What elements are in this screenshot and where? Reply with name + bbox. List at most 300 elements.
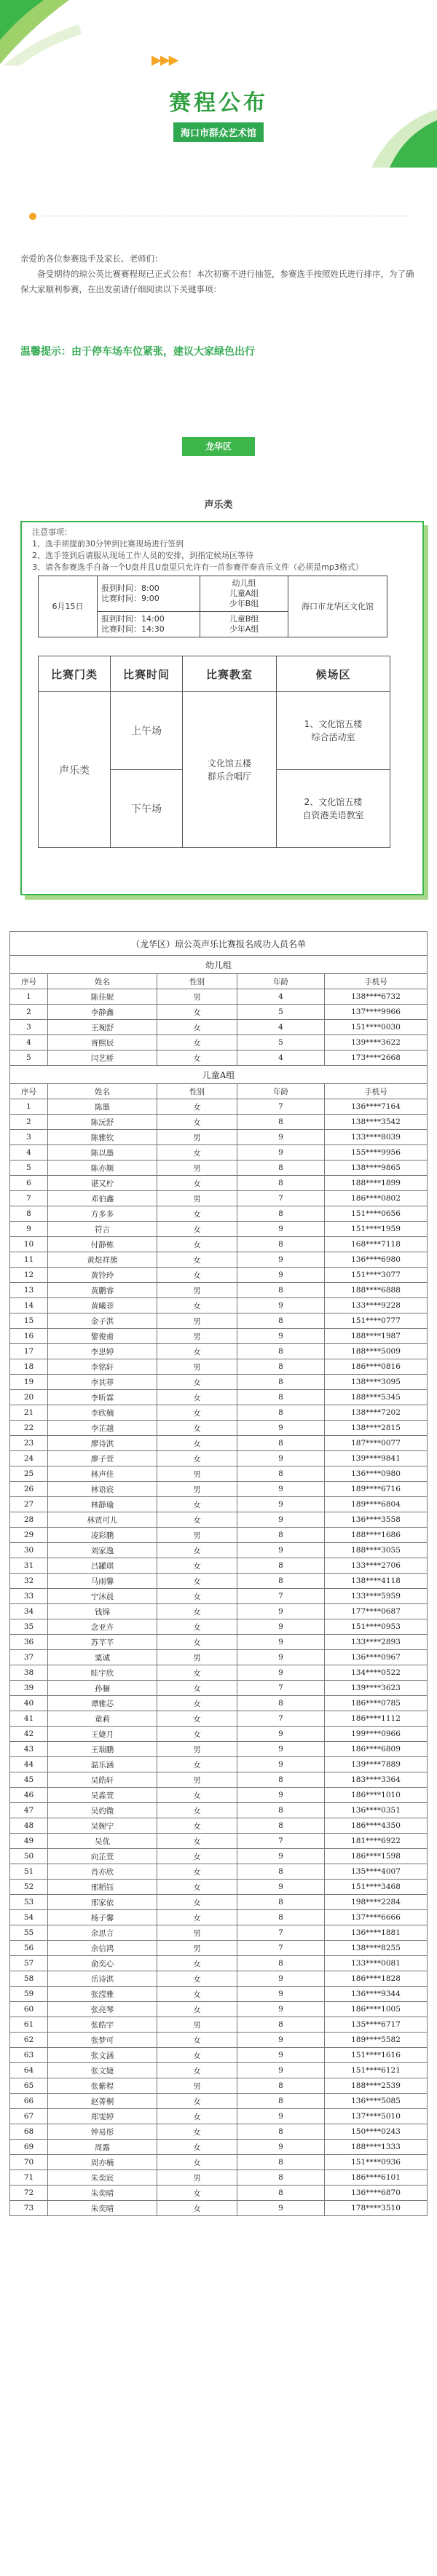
table-cell: 9	[237, 2002, 325, 2017]
table-cell: 赵菁桐	[48, 2094, 157, 2109]
table-cell: 吴皓轩	[48, 1772, 157, 1788]
table-cell: 10	[10, 1237, 48, 1252]
table-row	[10, 1268, 428, 1283]
table-cell: 9	[237, 2048, 325, 2063]
table-row	[10, 1344, 428, 1359]
table-cell: 9	[237, 2063, 325, 2078]
table-cell: 69	[10, 2140, 48, 2155]
table-cell: 9	[237, 1451, 325, 1466]
table-cell: 女	[157, 1681, 237, 1696]
table-cell: 8	[237, 1115, 325, 1130]
table-cell: 186****6101	[325, 2170, 428, 2186]
venue-header: 候场区	[277, 656, 390, 692]
table-cell: 李欣楠	[48, 1405, 157, 1421]
table-cell: 9	[237, 2201, 325, 2216]
table-row	[10, 1237, 428, 1252]
table-cell: 邢家依	[48, 1895, 157, 1910]
table-cell: 张亮琴	[48, 2002, 157, 2017]
table-cell: 女	[157, 1910, 237, 1925]
table-cell: 137****9966	[325, 1005, 428, 1020]
table-cell: 眭宇欣	[48, 1665, 157, 1681]
table-cell: 28	[10, 1512, 48, 1528]
table-cell: 151****3468	[325, 1880, 428, 1895]
table-cell: 女	[157, 2140, 237, 2155]
roster-group-name: 幼儿组	[10, 956, 428, 974]
table-cell: 139****3622	[325, 1035, 428, 1051]
table-cell: 温乐涵	[48, 1757, 157, 1772]
table-row	[10, 1283, 428, 1298]
table-cell: 186****0785	[325, 1696, 428, 1711]
table-cell: 138****8255	[325, 1941, 428, 1956]
table-cell: 9	[237, 1497, 325, 1512]
table-cell: 4	[237, 1020, 325, 1035]
table-row	[10, 2048, 428, 2063]
table-cell: 138****7202	[325, 1405, 428, 1421]
table-cell: 139****3623	[325, 1681, 428, 1696]
roster-header-row	[10, 974, 428, 989]
table-cell: 9	[237, 1619, 325, 1635]
table-cell: 男	[157, 2017, 237, 2033]
table-cell: 女	[157, 2063, 237, 2078]
table-cell: 9	[237, 1604, 325, 1619]
table-cell: 22	[10, 1421, 48, 1436]
table-cell: 8	[237, 1696, 325, 1711]
table-cell: 女	[157, 1176, 237, 1191]
table-cell: 钱锦	[48, 1604, 157, 1619]
table-cell: 13	[10, 1283, 48, 1298]
table-cell: 14	[10, 1298, 48, 1313]
table-row	[10, 1390, 428, 1405]
table-cell: 女	[157, 1005, 237, 1020]
table-cell: 186****6809	[325, 1742, 428, 1757]
table-cell: 51	[10, 1864, 48, 1880]
table-row	[10, 1803, 428, 1818]
table-cell: 邓伯鑫	[48, 1191, 157, 1206]
table-row	[10, 2094, 428, 2109]
table-cell: 136****6980	[325, 1252, 428, 1268]
table-row	[10, 1329, 428, 1344]
table-cell: 女	[157, 1206, 237, 1222]
table-cell: 189****6804	[325, 1497, 428, 1512]
table-cell: 187****0077	[325, 1436, 428, 1451]
table-cell: 张梦可	[48, 2033, 157, 2048]
intro-text	[20, 251, 420, 297]
table-cell: 杨子馨	[48, 1910, 157, 1925]
table-cell: 吴妁微	[48, 1803, 157, 1818]
table-row	[10, 1910, 428, 1925]
table-cell: 34	[10, 1604, 48, 1619]
table-cell: 女	[157, 1788, 237, 1803]
table-cell: 李其菲	[48, 1375, 157, 1390]
venue-room: 文化馆五楼 群乐合唱厅	[183, 692, 277, 848]
category-title: 声乐类	[204, 500, 233, 511]
table-cell: 男	[157, 1283, 237, 1298]
table-cell: 吴婉宁	[48, 1818, 157, 1834]
table-cell: 吴淼萱	[48, 1788, 157, 1803]
table-cell: 9	[237, 1742, 325, 1757]
schedule-time: 报到时间：8:00 比赛时间：9:00	[98, 576, 200, 612]
table-row	[10, 1818, 428, 1834]
table-cell: 8	[237, 1436, 325, 1451]
table-cell: 8	[237, 1895, 325, 1910]
table-cell: 183****3364	[325, 1772, 428, 1788]
table-cell: 男	[157, 1161, 237, 1176]
table-cell: 32	[10, 1574, 48, 1589]
roster-column-header: 性别	[157, 1084, 237, 1099]
table-cell: 9	[237, 1971, 325, 1987]
table-cell: 女	[157, 1987, 237, 2002]
table-cell: 15	[10, 1313, 48, 1329]
table-cell: 谌又柠	[48, 1176, 157, 1191]
table-row	[10, 1558, 428, 1574]
table-row	[10, 1925, 428, 1941]
table-cell: 男	[157, 1482, 237, 1497]
table-cell: 54	[10, 1910, 48, 1925]
table-cell: 朱奕晴	[48, 2186, 157, 2201]
table-cell: 孙骊	[48, 1681, 157, 1696]
table-row	[10, 1359, 428, 1375]
table-cell: 8	[10, 1206, 48, 1222]
roster-column-header: 序号	[10, 974, 48, 989]
table-cell: 186****1112	[325, 1711, 428, 1727]
table-cell: 黄曦菲	[48, 1298, 157, 1313]
table-cell: 凌彩鹏	[48, 1528, 157, 1543]
table-cell: 李铭轩	[48, 1359, 157, 1375]
table-cell: 137****6666	[325, 1910, 428, 1925]
table-cell: 女	[157, 1436, 237, 1451]
table-row	[10, 2078, 428, 2094]
table-cell: 8	[237, 1528, 325, 1543]
table-row	[10, 1681, 428, 1696]
table-row	[10, 1497, 428, 1512]
table-cell: 朱奕晴	[48, 2201, 157, 2216]
table-cell: 刘家逸	[48, 1543, 157, 1558]
reminder-tip: 温馨提示：由于停车场车位紧张，建议大家绿色出行	[20, 346, 255, 358]
table-cell: 135****6717	[325, 2017, 428, 2033]
venue-header: 比赛门类	[39, 656, 111, 692]
table-cell: 9	[237, 1222, 325, 1237]
table-cell: 粟诚	[48, 1650, 157, 1665]
table-cell: 60	[10, 2002, 48, 2017]
table-cell: 5	[237, 1005, 325, 1020]
table-cell: 周亦楠	[48, 2155, 157, 2170]
table-row	[10, 2017, 428, 2033]
table-cell: 8	[237, 2078, 325, 2094]
table-cell: 62	[10, 2033, 48, 2048]
table-cell: 70	[10, 2155, 48, 2170]
table-cell: 女	[157, 1543, 237, 1558]
table-cell: 9	[237, 1329, 325, 1344]
table-cell: 18	[10, 1359, 48, 1375]
table-cell: 198****2284	[325, 1895, 428, 1910]
table-cell: 8	[237, 1910, 325, 1925]
table-row	[10, 1145, 428, 1161]
table-cell: 男	[157, 2170, 237, 2186]
table-row	[10, 1880, 428, 1895]
table-cell: 女	[157, 1051, 237, 1066]
table-cell: 151****0777	[325, 1313, 428, 1329]
roster-column-header: 性别	[157, 974, 237, 989]
table-cell: 9	[237, 1880, 325, 1895]
table-cell: 7	[10, 1191, 48, 1206]
roster-column-header: 姓名	[48, 1084, 157, 1099]
table-row	[10, 1176, 428, 1191]
roster-column-header: 手机号	[325, 974, 428, 989]
table-cell: 67	[10, 2109, 48, 2124]
notice-item: 1、选手须提前30分钟到比赛现场进行签到	[32, 539, 184, 549]
table-cell: 女	[157, 1803, 237, 1818]
table-cell: 女	[157, 2155, 237, 2170]
roster-group-row	[10, 956, 428, 974]
table-row	[10, 1772, 428, 1788]
table-cell: 黄铃玲	[48, 1268, 157, 1283]
table-cell: 陈佳妮	[48, 989, 157, 1005]
table-cell: 闫艺桥	[48, 1051, 157, 1066]
table-cell: 151****0953	[325, 1619, 428, 1635]
table-cell: 73	[10, 2201, 48, 2216]
notice-text	[32, 527, 411, 573]
table-cell: 48	[10, 1818, 48, 1834]
table-row	[10, 1222, 428, 1237]
roster-group-row	[10, 1066, 428, 1084]
table-cell: 26	[10, 1482, 48, 1497]
table-cell: 8	[237, 1375, 325, 1390]
table-cell: 53	[10, 1895, 48, 1910]
table-cell: 2	[10, 1115, 48, 1130]
table-cell: 女	[157, 1268, 237, 1283]
table-row	[10, 1206, 428, 1222]
table-cell: 56	[10, 1941, 48, 1956]
table-cell: 186****1005	[325, 2002, 428, 2017]
table-row	[10, 2033, 428, 2048]
table-cell: 136****5085	[325, 2094, 428, 2109]
table-cell: 林贾可儿	[48, 1512, 157, 1528]
table-cell: 9	[237, 1635, 325, 1650]
table-row	[10, 1451, 428, 1466]
table-cell: 8	[237, 1161, 325, 1176]
table-cell: 女	[157, 1880, 237, 1895]
table-cell: 188****1686	[325, 1528, 428, 1543]
greeting: 亲爱的各位参赛选手及家长、老师们：	[20, 254, 163, 264]
venue-header: 比赛时间	[111, 656, 183, 692]
table-cell: 136****1881	[325, 1925, 428, 1941]
table-cell: 25	[10, 1466, 48, 1482]
table-cell: 55	[10, 1925, 48, 1941]
table-cell: 王瑞鹏	[48, 1742, 157, 1757]
table-cell: 20	[10, 1390, 48, 1405]
schedule-groups: 儿童B组 少年A组	[200, 612, 288, 637]
table-cell: 黎俊甫	[48, 1329, 157, 1344]
table-cell: 王琬舒	[48, 1020, 157, 1035]
table-row	[10, 1604, 428, 1619]
table-cell: 李思婷	[48, 1344, 157, 1359]
table-cell: 8	[237, 1237, 325, 1252]
table-cell: 9	[237, 1849, 325, 1864]
table-cell: 男	[157, 1941, 237, 1956]
table-cell: 9	[237, 1252, 325, 1268]
table-row	[10, 1375, 428, 1390]
table-cell: 女	[157, 1099, 237, 1115]
table-cell: 方多多	[48, 1206, 157, 1222]
table-cell: 9	[237, 2109, 325, 2124]
table-cell: 47	[10, 1803, 48, 1818]
table-cell: 151****6121	[325, 2063, 428, 2078]
table-row	[10, 2063, 428, 2078]
session-am: 上午场	[111, 692, 183, 770]
table-cell: 8	[237, 1283, 325, 1298]
table-cell: 133****2893	[325, 1635, 428, 1650]
table-cell: 150****0243	[325, 2124, 428, 2140]
roster-header-row	[10, 1084, 428, 1099]
table-cell: 女	[157, 1971, 237, 1987]
table-cell: 岳诗淇	[48, 1971, 157, 1987]
table-row	[10, 1696, 428, 1711]
table-cell: 7	[237, 1681, 325, 1696]
table-cell: 8	[237, 1359, 325, 1375]
table-cell: 张紫程	[48, 2078, 157, 2094]
table-row	[10, 1589, 428, 1604]
table-cell: 男	[157, 1772, 237, 1788]
table-row	[10, 2109, 428, 2124]
district-label: 龙华区	[182, 437, 255, 456]
waiting-area-am: 1、文化馆五楼 综合活动室	[277, 692, 390, 770]
table-row	[10, 1051, 428, 1066]
table-cell: 吕罐琪	[48, 1558, 157, 1574]
table-cell: 138****3095	[325, 1375, 428, 1390]
table-cell: 男	[157, 1191, 237, 1206]
table-cell: 133****9228	[325, 1298, 428, 1313]
table-cell: 3	[10, 1130, 48, 1145]
roster-column-header: 手机号	[325, 1084, 428, 1099]
table-cell: 念亚卉	[48, 1619, 157, 1635]
table-cell: 45	[10, 1772, 48, 1788]
roster-column-header: 年龄	[237, 1084, 325, 1099]
table-cell: 8	[237, 2094, 325, 2109]
table-row	[10, 1619, 428, 1635]
table-cell: 周露	[48, 2140, 157, 2155]
table-cell: 151****0030	[325, 1020, 428, 1035]
table-cell: 8	[237, 1574, 325, 1589]
table-cell: 168****7118	[325, 1237, 428, 1252]
schedule-table	[38, 576, 387, 637]
table-cell: 女	[157, 1619, 237, 1635]
table-cell: 9	[237, 1512, 325, 1528]
table-cell: 8	[237, 1956, 325, 1971]
table-row	[10, 2201, 428, 2216]
table-cell: 35	[10, 1619, 48, 1635]
table-cell: 女	[157, 1344, 237, 1359]
table-cell: 马雨馨	[48, 1574, 157, 1589]
table-cell: 151****1959	[325, 1222, 428, 1237]
table-cell: 3	[10, 1020, 48, 1035]
table-cell: 9	[237, 1130, 325, 1145]
table-cell: 郑雯婷	[48, 2109, 157, 2124]
table-cell: 29	[10, 1528, 48, 1543]
table-cell: 68	[10, 2124, 48, 2140]
table-cell: 男	[157, 1130, 237, 1145]
table-cell: 俞奕心	[48, 1956, 157, 1971]
table-cell: 男	[157, 989, 237, 1005]
table-cell: 8	[237, 1772, 325, 1788]
table-cell: 133****5959	[325, 1589, 428, 1604]
table-cell: 女	[157, 1451, 237, 1466]
table-cell: 女	[157, 1574, 237, 1589]
table-cell: 余信鸿	[48, 1941, 157, 1956]
table-row	[10, 2155, 428, 2170]
table-row	[10, 1665, 428, 1681]
corner-decoration	[0, 0, 87, 66]
intro-body: 备受期待的琼公英比赛赛程现已正式公布！本次初赛不进行抽签，参赛选手按照姓氏进行排序，为了确保大家顺利参赛，在出发前请仔细阅读以下关键事项：	[20, 269, 414, 294]
table-cell: 9	[237, 1145, 325, 1161]
table-cell: 女	[157, 1696, 237, 1711]
venue-header: 比赛教室	[183, 656, 277, 692]
table-row	[10, 1313, 428, 1329]
waiting-area-pm: 2、文化馆五楼 自资港美语教室	[277, 770, 390, 848]
table-cell: 33	[10, 1589, 48, 1604]
table-cell: 136****0980	[325, 1466, 428, 1482]
table-cell: 64	[10, 2063, 48, 2078]
table-row	[10, 2002, 428, 2017]
table-cell: 1	[10, 989, 48, 1005]
table-row	[10, 2140, 428, 2155]
table-cell: 36	[10, 1635, 48, 1650]
table-cell: 女	[157, 1665, 237, 1681]
table-cell: 188****6888	[325, 1283, 428, 1298]
table-cell: 8	[237, 2155, 325, 2170]
table-cell: 宁沐晨	[48, 1589, 157, 1604]
table-cell: 8	[237, 1864, 325, 1880]
table-cell: 9	[237, 1788, 325, 1803]
table-cell: 女	[157, 2048, 237, 2063]
table-cell: 朱奕宸	[48, 2170, 157, 2186]
table-cell: 女	[157, 2109, 237, 2124]
table-cell: 女	[157, 1727, 237, 1742]
notice-item: 3、请各参赛选手自备一个U盘并且U盘里只允许有一首参赛伴奏音乐文件（必须是mp3格式）	[32, 562, 363, 572]
table-cell: 136****7164	[325, 1099, 428, 1115]
table-row	[10, 1482, 428, 1497]
table-cell: 9	[237, 1543, 325, 1558]
table-cell: 12	[10, 1268, 48, 1283]
table-cell: 188****5345	[325, 1390, 428, 1405]
notice-heading: 注意事项：	[32, 527, 72, 537]
table-cell: 女	[157, 1421, 237, 1436]
table-cell: 40	[10, 1696, 48, 1711]
table-cell: 16	[10, 1329, 48, 1344]
table-cell: 张文婕	[48, 2063, 157, 2078]
table-cell: 女	[157, 2033, 237, 2048]
table-cell: 27	[10, 1497, 48, 1512]
table-cell: 女	[157, 1390, 237, 1405]
table-row	[10, 1971, 428, 1987]
table-cell: 173****2668	[325, 1051, 428, 1066]
table-cell: 59	[10, 1987, 48, 2002]
table-cell: 138****2815	[325, 1421, 428, 1436]
table-cell: 廖子萱	[48, 1451, 157, 1466]
table-cell: 9	[237, 1482, 325, 1497]
table-cell: 8	[237, 1390, 325, 1405]
table-row	[10, 1405, 428, 1421]
table-cell: 男	[157, 1650, 237, 1665]
table-row	[10, 1941, 428, 1956]
table-cell: 9	[237, 1665, 325, 1681]
table-cell: 188****1987	[325, 1329, 428, 1344]
table-row	[10, 1543, 428, 1558]
table-cell: 188****2539	[325, 2078, 428, 2094]
table-cell: 17	[10, 1344, 48, 1359]
table-cell: 134****0522	[325, 1665, 428, 1681]
table-cell: 7	[237, 1711, 325, 1727]
table-cell: 9	[237, 2140, 325, 2155]
